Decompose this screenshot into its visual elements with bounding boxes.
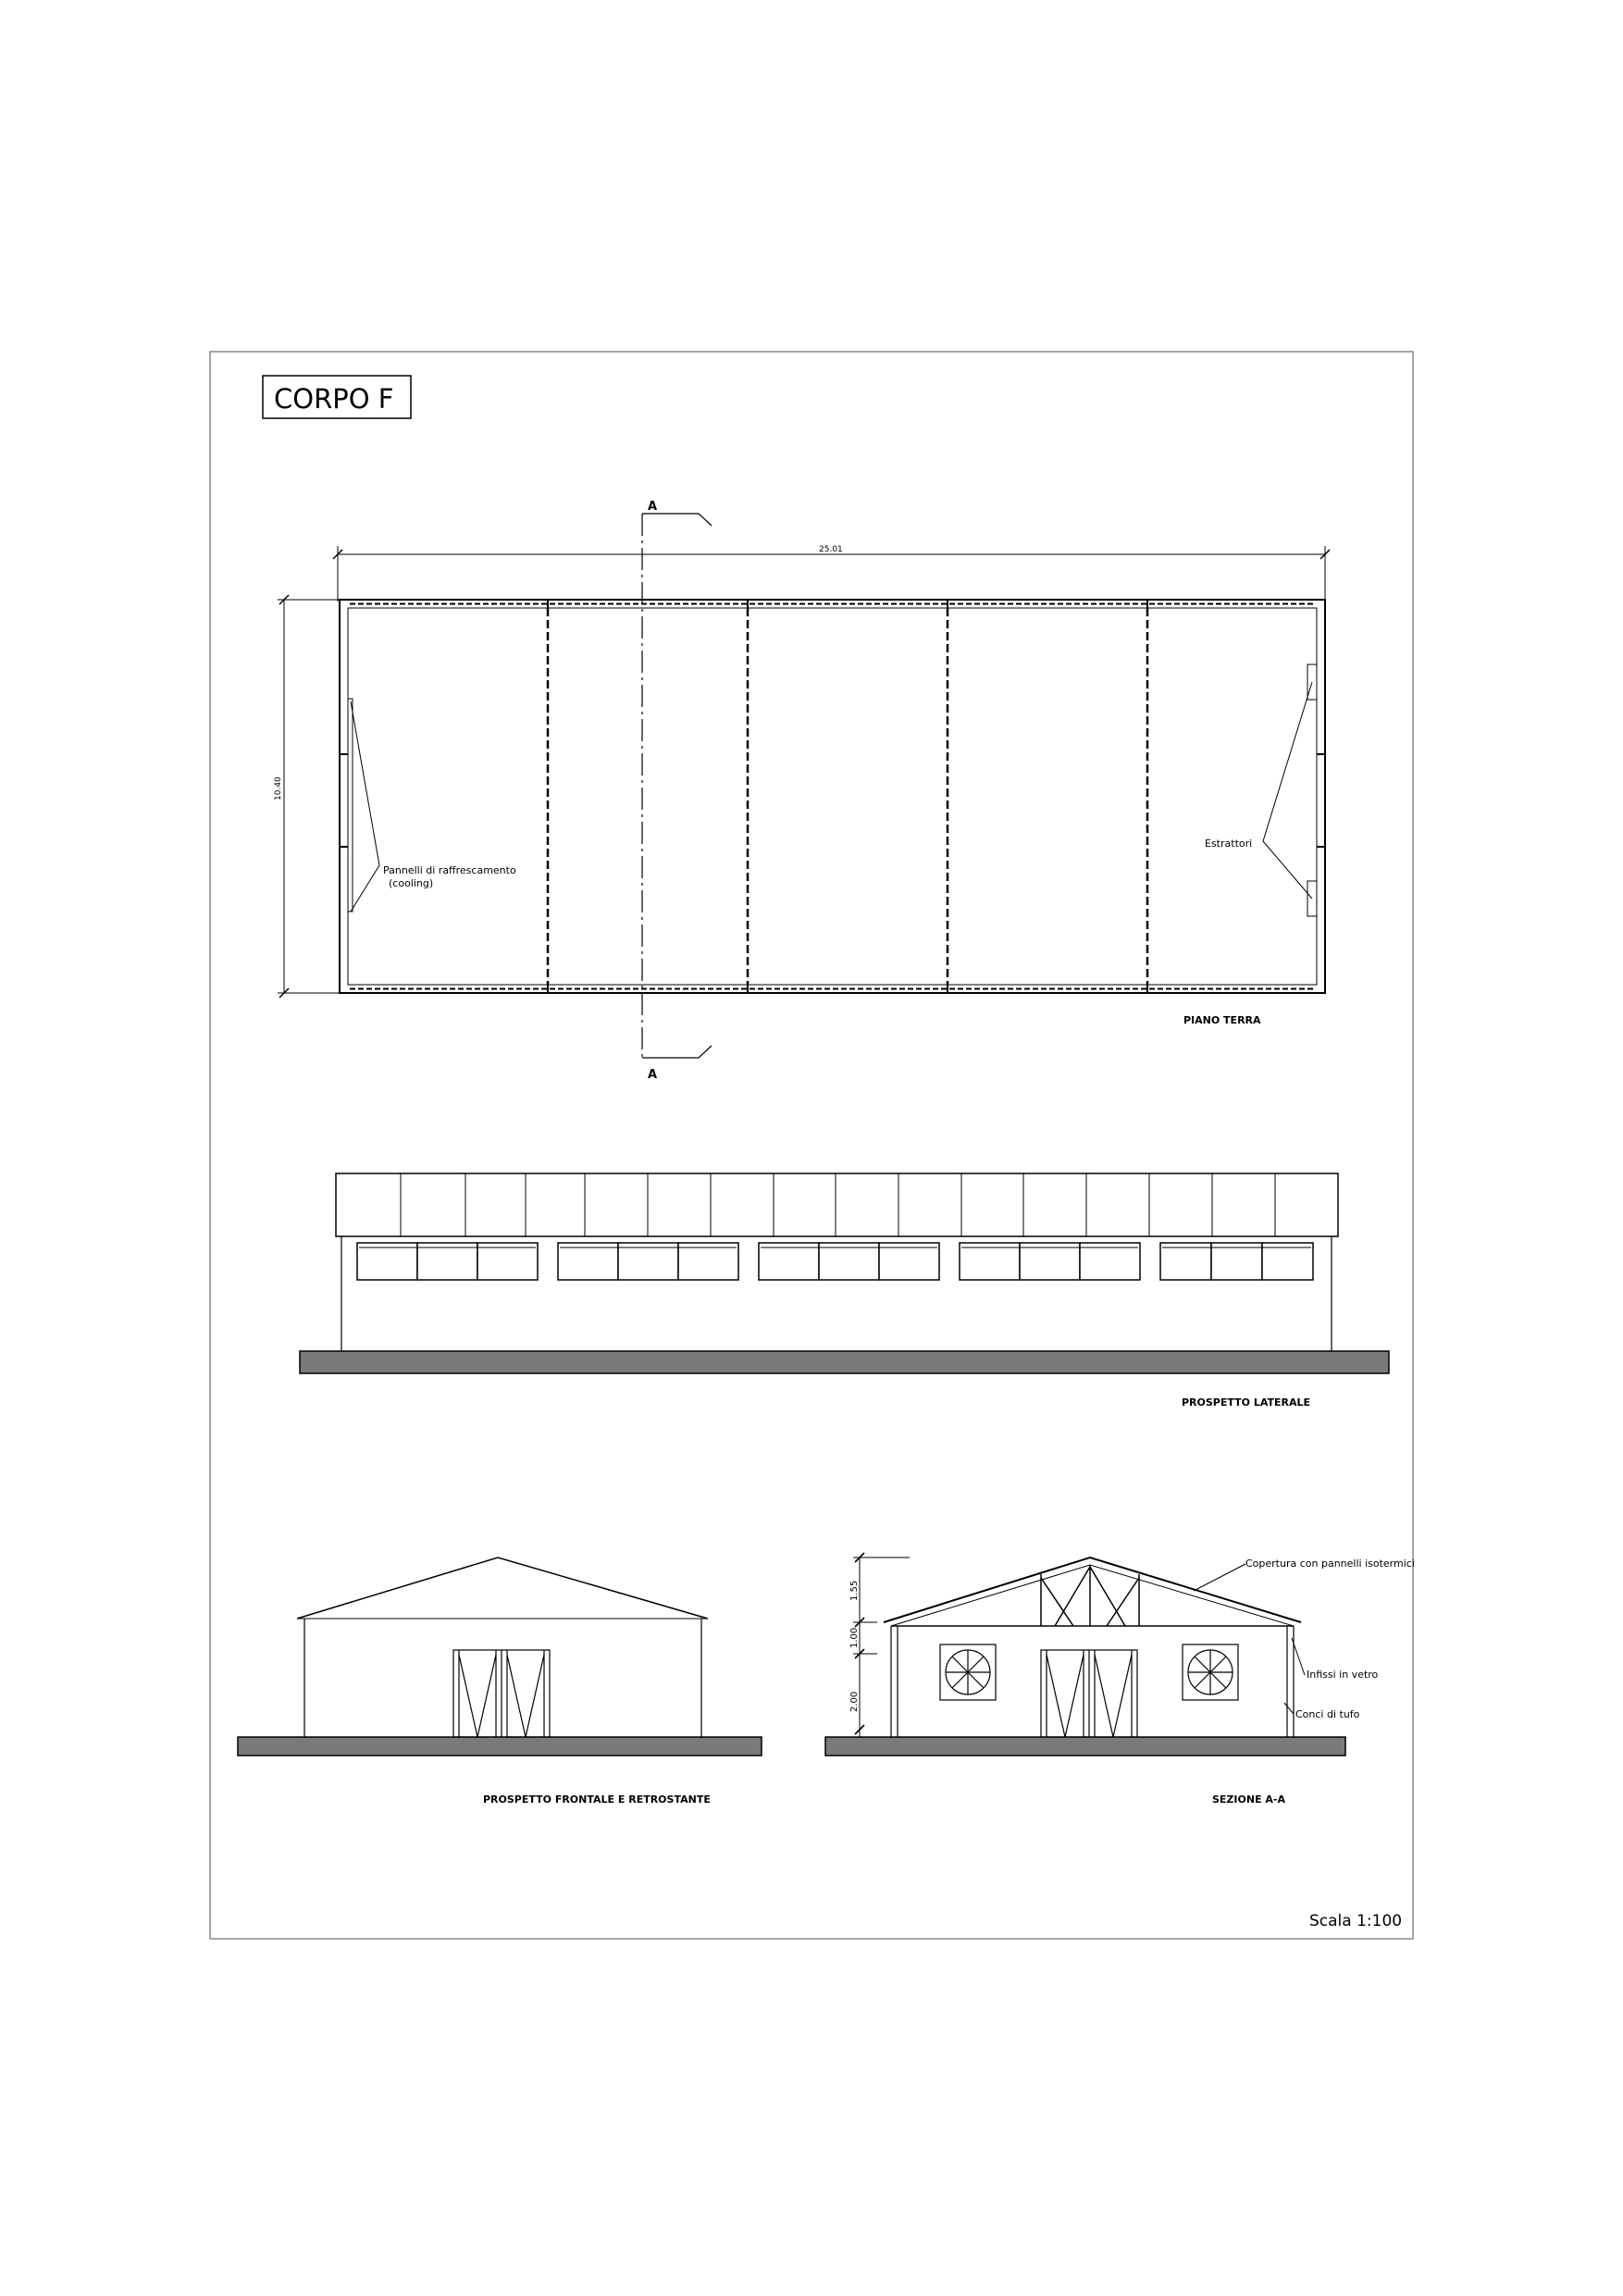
- dim-wall-height: 2.00: [849, 1691, 860, 1712]
- front-elevation: [238, 1558, 762, 1806]
- label-walls: Conci di tufo: [1295, 1708, 1360, 1720]
- section-aa: [825, 1553, 1415, 1806]
- label-cooling-line1: Pannelli di raffrescamento: [383, 864, 516, 876]
- label-windows: Infissi in vetro: [1307, 1669, 1379, 1681]
- plan-width-dimension: 10.40: [274, 776, 283, 800]
- label-extractors: Estrattori: [1205, 838, 1253, 850]
- title-block: [263, 376, 411, 418]
- fan-left: [940, 1644, 996, 1700]
- section-doors: [1041, 1650, 1137, 1737]
- dim-roof-height: 1.55: [849, 1580, 860, 1601]
- label-roof: Copertura con pannelli isotermici: [1245, 1558, 1415, 1570]
- cooling-panel: [348, 699, 353, 912]
- scale-label: Scala 1:100: [1309, 1912, 1403, 1930]
- front-doors: [453, 1650, 550, 1737]
- caption-plan: PIANO TERRA: [1183, 1014, 1261, 1026]
- sheet-title: CORPO F: [274, 383, 394, 415]
- side-elevation: [300, 1173, 1389, 1409]
- dim-band-height: 1.00: [849, 1627, 860, 1648]
- caption-section: SEZIONE A-A: [1212, 1793, 1285, 1806]
- section-mark-top: A: [648, 500, 658, 514]
- fan-right: [1183, 1644, 1238, 1700]
- caption-side-elevation: PROSPETTO LATERALE: [1182, 1396, 1311, 1409]
- sheet-frame: [210, 352, 1413, 1939]
- floor-plan: [274, 500, 1330, 1082]
- plan-length-dimension: 25.01: [819, 545, 843, 554]
- caption-front-elevation: PROSPETTO FRONTALE E RETROSTANTE: [483, 1793, 711, 1806]
- section-mark-bottom: A: [648, 1068, 658, 1082]
- label-cooling-line2: (cooling): [389, 877, 434, 889]
